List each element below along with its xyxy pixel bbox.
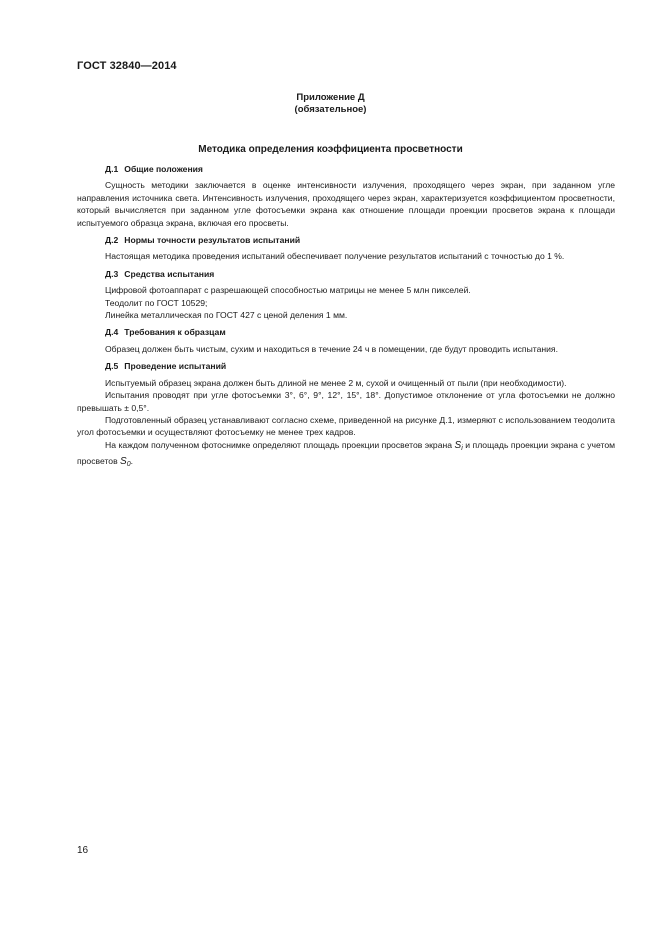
section-number: Д.1 [105, 164, 119, 174]
paragraph-formula [77, 439, 615, 472]
document-body [77, 163, 615, 477]
section-title: Средства испытания [124, 268, 215, 279]
equipment-item: Цифровой фотоаппарат с разрешающей способностью матрицы не менее 5 млн пикселей. [105, 285, 471, 296]
appendix-status: (обязательное) [294, 104, 367, 115]
paragraph: Испытуемый образец экрана должен быть длиной не менее 2 м, сухой и очищенный от пыли (при необходимости). [105, 377, 567, 388]
section-heading [77, 234, 615, 246]
section-heading [77, 268, 615, 280]
appendix-title: Приложение Д [296, 92, 365, 103]
section-heading [77, 326, 615, 338]
paragraph: Образец должен быть чистым, сухим и находиться в течение 24 ч в помещении, где будут проводить испытания. [105, 343, 558, 354]
formula-subscript: i [461, 444, 463, 452]
equipment-item: Теодолит по ГОСТ 10529; [105, 297, 208, 308]
formula-variable: S [120, 456, 127, 468]
paragraph: Настоящая методика проведения испытаний обеспечивает получение результатов испытаний с точностью до 1 %. [105, 251, 565, 262]
section-title: Общие положения [124, 164, 203, 174]
formula-subscript: 0 [126, 461, 131, 469]
document-standard-header: ГОСТ 32840—2014 [77, 60, 177, 72]
paragraph: Подготовленный образец устанавливают согласно схеме, приведенной на рисунке Д.1, измеряют с использованием теодолита угол фотосъемки и осуществляют фотосъемку не менее трех кадров. [77, 414, 615, 438]
section-number: Д.5 [105, 361, 119, 372]
section-heading [77, 163, 615, 175]
text-run: и площадь проекции экрана с учетом просветов [77, 439, 616, 467]
page-number: 16 [77, 845, 89, 856]
section-number: Д.4 [105, 327, 119, 338]
text-run: . [130, 456, 134, 467]
formula-variable: S [454, 439, 462, 451]
text-run: На каждом полученном фотоснимке определяют площадь проекции просветов экрана [105, 439, 455, 450]
section-heading [77, 360, 615, 372]
section-d2 [77, 234, 615, 263]
section-title: Требования к образцам [124, 327, 226, 338]
equipment-item: Линейка металлическая по ГОСТ 427 с ценой деления 1 мм. [105, 310, 348, 321]
paragraph: Сущность методики заключается в оценке интенсивности излучения, проходящего через экран, при заданном угле направления источника света. Интенсивность излучения, проходящего через экран, характеризуется коэффициентом просветности, который вычисляется при заданном угле фотосъемки экрана как отношение площади проекции просветов экрана к площади испытуемого образца экрана, включая его просветы. [77, 180, 615, 228]
document-title: Методика определения коэффициента просветности [198, 144, 463, 155]
paragraph: Испытания проводят при угле фотосъемки 3°, 6°, 9°, 12°, 15°, 18°. Допустимое отклонение от угла фотосъемки не должно превышать ± 0,5°. [77, 390, 615, 413]
section-title: Проведение испытаний [124, 361, 227, 372]
section-title: Нормы точности результатов испытаний [124, 235, 301, 246]
section-d1 [77, 163, 615, 229]
section-number: Д.3 [105, 268, 119, 279]
section-number: Д.2 [105, 235, 119, 246]
appendix-label [0, 92, 661, 116]
section-d3 [77, 268, 615, 322]
section-d4 [77, 326, 615, 355]
section-d5 [77, 360, 615, 471]
